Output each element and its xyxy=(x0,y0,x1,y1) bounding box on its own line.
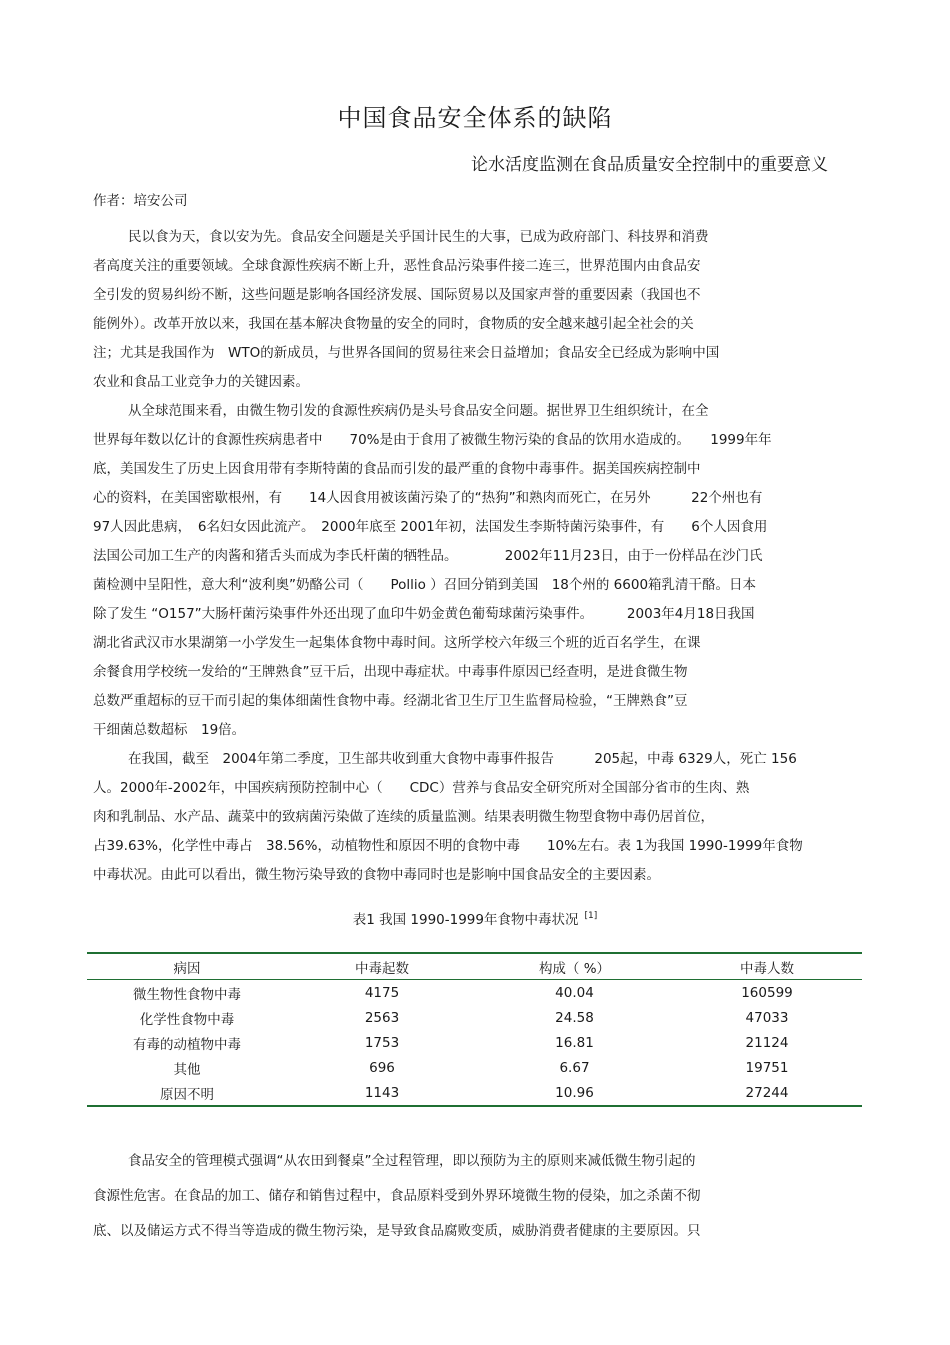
cell-incidents: 2563 xyxy=(364,1009,400,1026)
paragraph-2-line: 余餐食用学校统一发给的“王牌熟食”豆干后，出现中毒症状。中毒事件原因已经查明，是进食微生物 xyxy=(93,664,688,680)
table-header-row xyxy=(87,953,862,980)
paragraph-1-line: 能例外）。改革开放以来，我国在基本解决食物量的安全的同时，食物质的安全越来越引起全社会的关 xyxy=(93,316,694,332)
cell-incidents: 1143 xyxy=(364,1084,400,1101)
cell-cause: 有毒的动植物中毒 xyxy=(133,1036,241,1053)
paragraph-2-line: 底，美国发生了历史上因食用带有李斯特菌的食品而引发的最严重的食物中毒事件。据美国疾病控制中 xyxy=(93,461,701,477)
cell-cause: 原因不明 xyxy=(160,1086,214,1103)
paragraph-3-line: 在我国，截至 2004年第二季度，卫生部共收到重大食物中毒事件报告 205起，中毒 6329人，死亡 156 xyxy=(128,751,797,767)
paragraph-2-line: 除了发生 “O157”大肠杆菌污染事件外还出现了血印牛奶金黄色葡萄球菌污染事件。 2003年4月18日我国 xyxy=(93,606,755,622)
table-row xyxy=(87,1005,862,1030)
cell-victims: 27244 xyxy=(745,1084,789,1101)
column-header-incidents: 中毒起数 xyxy=(287,953,477,980)
cell-victims: 19751 xyxy=(745,1059,789,1076)
table-row xyxy=(87,1030,862,1055)
column-header-victims: 中毒人数 xyxy=(672,953,862,980)
cell-cause: 其他 xyxy=(173,1061,201,1078)
paragraph-2-line: 97人因此患病， 6名妇女因此流产。 2000年底至 2001年初，法国发生李斯特菌污染事件，有 6个人因食用 xyxy=(93,519,768,535)
table-row xyxy=(87,1080,862,1106)
paragraph-3-line: 占39.63%，化学性中毒占 38.56%，动植物性和原因不明的食物中毒 10%左右。表 1为我国 1990-1999年食物 xyxy=(93,838,803,854)
paragraph-4-line: 食品安全的管理模式强调“从农田到餐桌”全过程管理，即以预防为主的原则来减低微生物引起的 xyxy=(128,1153,696,1169)
table-caption xyxy=(0,908,950,928)
cell-percentage: 10.96 xyxy=(555,1084,594,1101)
cell-victims: 160599 xyxy=(741,984,793,1001)
paragraph-1-line: 者高度关注的重要领域。全球食源性疾病不断上升，恶性食品污染事件接二连三，世界范围内由食品安 xyxy=(93,258,701,274)
paragraph-2-line: 干细菌总数超标 19倍。 xyxy=(93,722,246,738)
cell-incidents: 1753 xyxy=(364,1034,400,1051)
paragraph-4-line: 底、以及储运方式不得当等造成的微生物污染，是导致食品腐败变质，威胁消费者健康的主要原因。只 xyxy=(93,1223,701,1239)
paragraph-3-line: 中毒状况。由此可以看出，微生物污染导致的食物中毒同时也是影响中国食品安全的主要因素。 xyxy=(93,867,660,883)
cell-cause: 微生物性食物中毒 xyxy=(133,986,241,1003)
document-title: 中国食品安全体系的缺陷 xyxy=(337,104,613,132)
paragraph-2-line: 总数严重超标的豆干而引起的集体细菌性食物中毒。经湖北省卫生厅卫生监督局检验，“王牌熟食”豆 xyxy=(93,693,688,709)
table-row xyxy=(87,980,862,1006)
column-header-percentage: 构成（ %） xyxy=(477,953,672,980)
paragraph-3-line: 人。2000年-2002年，中国疾病预防控制中心（ CDC）营养与食品安全研究所对全国部分省市的生肉、熟 xyxy=(93,780,750,796)
table-caption-text: 表1 我国 1990-1999年食物中毒状况 xyxy=(352,912,579,928)
column-header-cause: 病因 xyxy=(87,953,287,980)
paragraph-1-line: 全引发的贸易纠纷不断，这些问题是影响各国经济发展、国际贸易以及国家声誉的重要因素（我国也不 xyxy=(93,287,701,303)
paragraph-2-line: 从全球范围来看，由微生物引发的食源性疾病仍是头号食品安全问题。据世界卫生组织统计，在全 xyxy=(128,403,709,419)
paragraph-1-line: 农业和食品工业竞争力的关键因素。 xyxy=(93,374,309,390)
paragraph-2-line: 心的资料，在美国密歇根州，有 14人因食用被该菌污染了的“热狗”和熟肉而死亡，在另外 22个州也有 xyxy=(93,490,763,506)
author-line: 作者：培安公司 xyxy=(93,193,188,209)
paragraph-1-line: 注；尤其是我国作为 WTO的新成员，与世界各国间的贸易往来会日益增加；食品安全已经成为影响中国 xyxy=(93,345,720,361)
paragraph-2-line: 法国公司加工生产的肉酱和猪舌头而成为李氏杆菌的牺牲品。 2002年11月23日，由于一份样品在沙门氏 xyxy=(93,548,763,564)
cell-incidents: 4175 xyxy=(364,984,400,1001)
cell-percentage: 24.58 xyxy=(555,1009,594,1026)
table-footnote-ref: [1] xyxy=(584,911,598,921)
cell-percentage: 6.67 xyxy=(559,1059,590,1076)
paragraph-2-line: 菌检测中呈阳性，意大利“波利奥”奶酪公司（ Pollio ）召回分销到美国 18个州的 6600箱乳清干酪。日本 xyxy=(93,577,757,593)
paragraph-2-line: 世界每年数以亿计的食源性疾病患者中 70%是由于食用了被微生物污染的食品的饮用水造成的。 1999年年 xyxy=(93,432,772,448)
paragraph-2-line: 湖北省武汉市水果湖第一小学发生一起集体食物中毒时间。这所学校六年级三个班的近百名学生，在课 xyxy=(93,635,701,651)
cell-victims: 21124 xyxy=(745,1034,789,1051)
food-poisoning-table xyxy=(87,952,862,1107)
paragraph-4-line: 食源性危害。在食品的加工、储存和销售过程中，食品原料受到外界环境微生物的侵染，加之杀菌不彻 xyxy=(93,1188,701,1204)
cell-percentage: 16.81 xyxy=(555,1034,594,1051)
cell-cause: 化学性食物中毒 xyxy=(139,1011,235,1028)
document-subtitle: 论水活度监测在食品质量安全控制中的重要意义 xyxy=(471,155,828,175)
paragraph-3-line: 肉和乳制品、水产品、蔬菜中的致病菌污染做了连续的质量监测。结果表明微生物型食物中毒仍居首位， xyxy=(93,809,714,825)
table-row xyxy=(87,1055,862,1080)
paragraph-1-line: 民以食为天，食以安为先。食品安全问题是关乎国计民生的大事，已成为政府部门、科技界和消费 xyxy=(128,229,709,245)
cell-incidents: 696 xyxy=(369,1059,395,1076)
cell-victims: 47033 xyxy=(745,1009,789,1026)
cell-percentage: 40.04 xyxy=(555,984,594,1001)
